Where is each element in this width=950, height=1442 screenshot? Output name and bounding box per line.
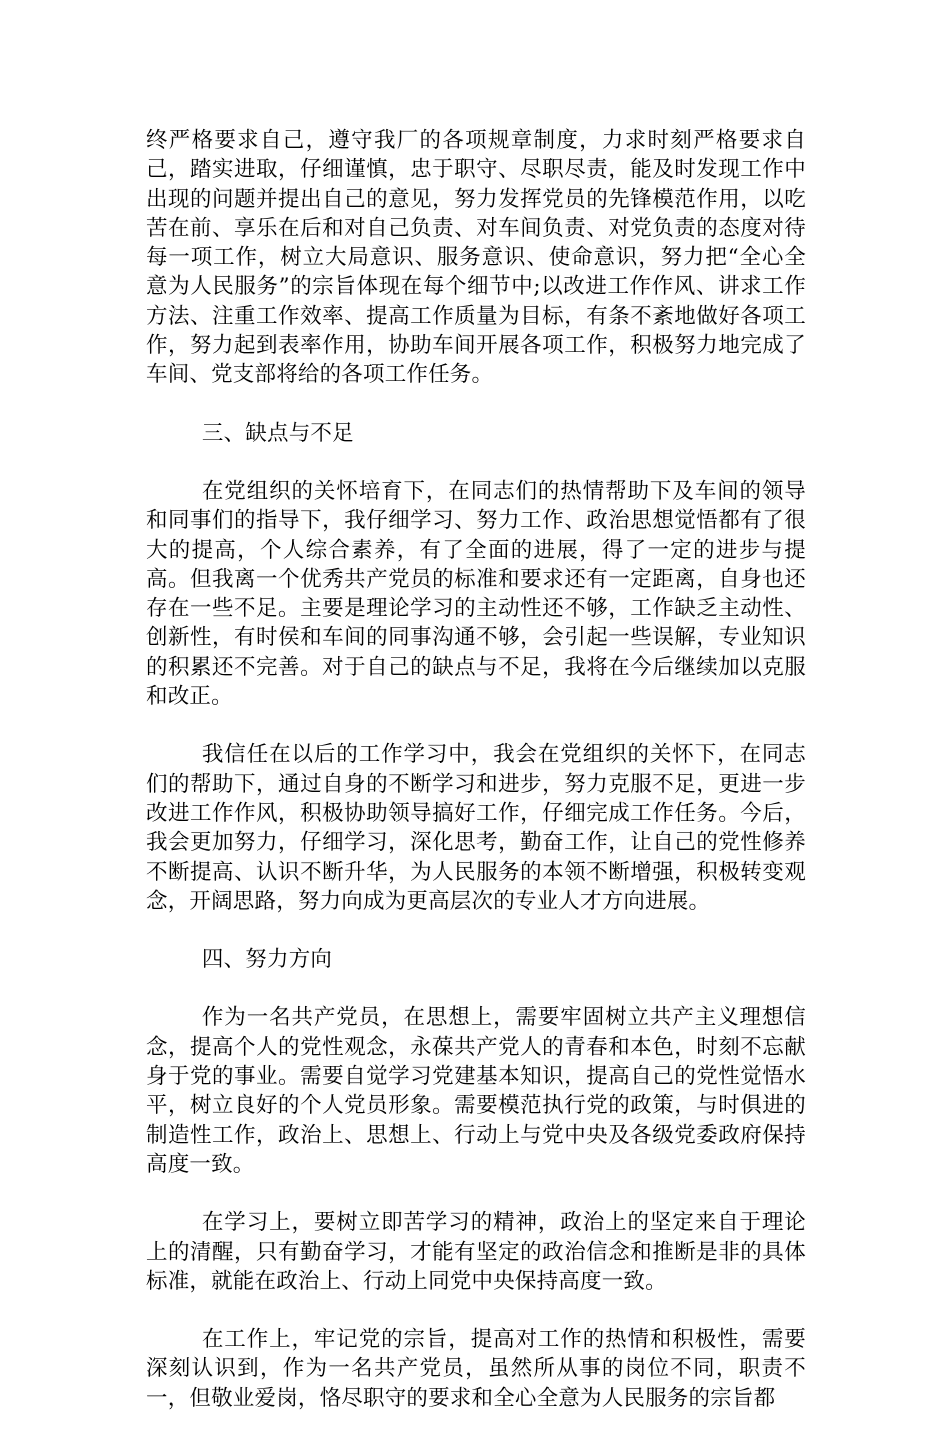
- section-heading-shortcomings: 三、缺点与不足: [201, 420, 354, 446]
- paragraph-future-commitment: 我信任在以后的工作学习中，我会在党组织的关怀下，在同志们的帮助下，通过自身的不断学习和进步，努力克服不足，更进一步改进工作作风，积极协助领导搞好工作，仔细完成工作任务。今后，我会更加努力，仔细学习，深化思考，勤奋工作，让自己的党性修养不断提高、认识不断升华，为人民服务的本领不断增强，积极转变观念，开阔思路，努力向成为更高层次的专业人才方向进展。: [146, 742, 806, 914]
- paragraph-work-attitude: 终严格要求自己，遵守我厂的各项规章制度，力求时刻严格要求自己，踏实进取，仔细谨慎，忠于职守、尽职尽责，能及时发现工作中出现的问题并提出自己的意见，努力发挥党员的先锋模范作用，以吃苦在前、享乐在后和对自己负责、对车间负责、对党负责的态度对待每一项工作，树立大局意识、服务意识、使命意识，努力把“全心全意为人民服务”的宗旨体现在每个细节中;以改进工作作风、讲求工作方法、注重工作效率、提高工作质量为目标，有条不紊地做好各项工作，努力起到表率作用，协助车间开展各项工作，积极努力地完成了车间、党支部将给的各项工作任务。: [146, 128, 806, 388]
- paragraph-work: 在工作上，牢记党的宗旨，提高对工作的热情和积极性，需要深刻认识到，作为一名共产党员，虽然所从事的岗位不同，职责不一，但敬业爱岗，恪尽职守的要求和全心全意为人民服务的宗旨都: [146, 1327, 806, 1411]
- paragraph-thought: 作为一名共产党员，在思想上，需要牢固树立共产主义理想信念，提高个人的党性观念，永葆共产党人的青春和本色，时刻不忘献身于党的事业。需要自觉学习党建基本知识，提高自己的党性觉悟水平，树立良好的个人党员形象。需要模范执行党的政策，与时俱进的制造性工作，政治上、思想上、行动上与党中央及各级党委政府保持高度一致。: [146, 1005, 806, 1177]
- document-page: [146, 126, 806, 1442]
- section-heading-direction: 四、努力方向: [201, 947, 333, 973]
- paragraph-study: 在学习上，要树立即苦学习的精神，政治上的坚定来自于理论上的清醒，只有勤奋学习，才能有坚定的政治信念和推断是非的具体标准，就能在政治上、行动上同党中央保持高度一致。: [146, 1210, 806, 1294]
- paragraph-shortcomings: 在党组织的关怀培育下，在同志们的热情帮助下及车间的领导和同事们的指导下，我仔细学习、努力工作、政治思想觉悟都有了很大的提高，个人综合素养，有了全面的进展，得了一定的进步与提高。但我离一个优秀共产党员的标准和要求还有一定距离，自身也还存在一些不足。主要是理论学习的主动性还不够，工作缺乏主动性、创新性，有时侯和车间的同事沟通不够，会引起一些误解，专业知识的积累还不完善。对于自己的缺点与不足，我将在今后继续加以克服和改正。: [146, 478, 806, 710]
